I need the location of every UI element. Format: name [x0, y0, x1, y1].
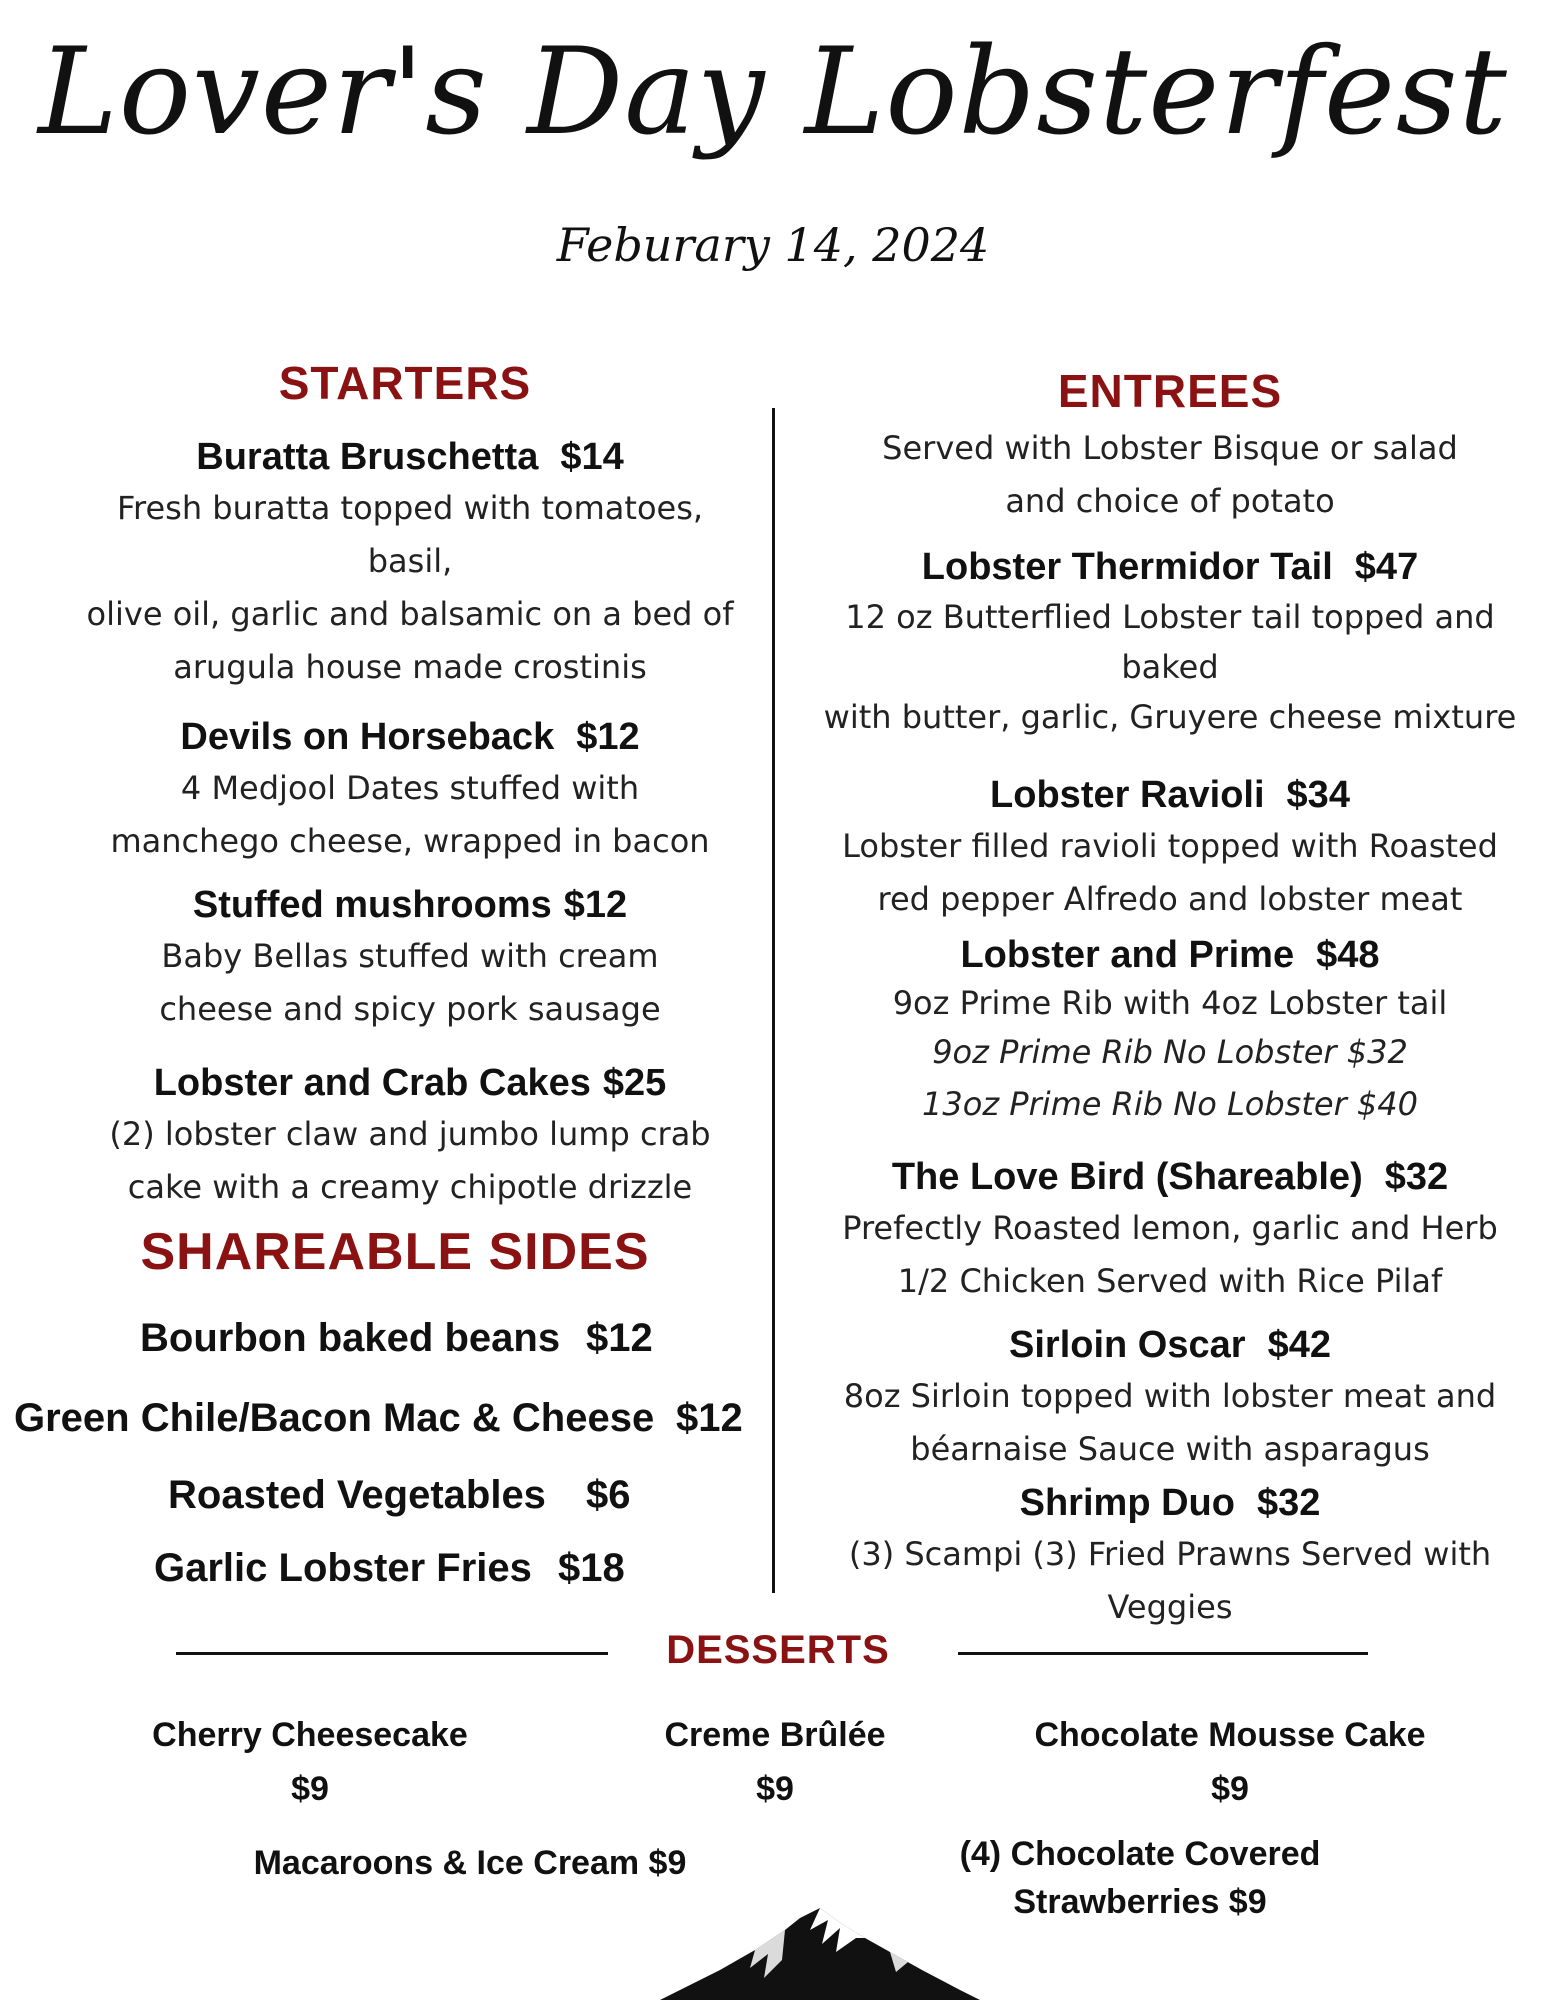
item-description: 4 Medjool Dates stuffed with — [180, 769, 640, 807]
item-price: $42 — [1267, 1324, 1331, 1366]
item-alt-option: 13oz Prime Rib No Lobster $40 — [922, 1085, 1418, 1123]
item-description: with butter, garlic, Gruyere cheese mixture — [823, 698, 1517, 736]
entree-item — [800, 930, 1540, 1130]
item-price: $9 — [756, 1770, 794, 1808]
entree-item — [800, 1478, 1540, 1634]
entree-item — [800, 770, 1540, 926]
item-price: $12 — [576, 716, 640, 758]
entree-item — [800, 1320, 1540, 1476]
item-description: Lobster filled ravioli topped with Roasted — [842, 827, 1498, 865]
side-item — [14, 1393, 654, 1443]
entree-item — [800, 1152, 1540, 1308]
side-item — [140, 1313, 560, 1363]
item-description: Baby Bellas stuffed with cream — [161, 937, 659, 975]
item-description: béarnaise Sauce with asparagus — [910, 1430, 1430, 1468]
item-description: Fresh buratta topped with tomatoes, basil, — [116, 489, 704, 580]
item-name: Sirloin Oscar — [1009, 1324, 1246, 1366]
item-description: 9oz Prime Rib with 4oz Lobster tail — [892, 984, 1448, 1022]
side-item — [154, 1543, 532, 1593]
item-price: $34 — [1286, 774, 1350, 816]
item-name: Garlic Lobster Fries — [154, 1546, 532, 1590]
entree-item — [800, 542, 1540, 742]
side-item — [168, 1470, 546, 1520]
dessert-item — [1010, 1708, 1450, 1816]
item-price: $25 — [602, 1062, 667, 1104]
item-name: Creme Brûlée — [664, 1716, 886, 1754]
starter-item — [70, 432, 750, 694]
item-name: Shrimp Duo — [1019, 1482, 1235, 1524]
item-description: 1/2 Chicken Served with Rice Pilaf — [897, 1262, 1443, 1300]
starter-item — [70, 880, 750, 1036]
item-description: 12 oz Butterflied Lobster tail topped and baked — [845, 598, 1495, 686]
menu-title: Lover's Day Lobsterfest — [38, 23, 1508, 162]
item-name: Lobster Thermidor Tail — [921, 546, 1333, 588]
item-description: manchego cheese, wrapped in bacon — [110, 822, 710, 860]
item-name: Bourbon baked beans — [140, 1316, 561, 1360]
dessert-item — [120, 1708, 500, 1816]
item-name: Strawberries $9 — [1013, 1883, 1267, 1921]
starter-item — [70, 712, 750, 868]
entrees-note: and choice of potato — [1005, 482, 1335, 520]
item-price: $12 — [563, 884, 628, 926]
item-price: $12 — [586, 1316, 653, 1360]
dessert-item — [920, 1830, 1360, 1926]
starter-item — [70, 1058, 750, 1214]
item-description: cheese and spicy pork sausage — [159, 990, 661, 1028]
menu-date: Feburary 14, 2024 — [556, 218, 990, 272]
item-price: $12 — [676, 1396, 743, 1440]
item-price: $14 — [560, 436, 624, 478]
item-alt-option: 9oz Prime Rib No Lobster $32 — [932, 1033, 1408, 1071]
entrees-note: Served with Lobster Bisque or salad — [882, 429, 1458, 467]
item-price: $18 — [558, 1546, 625, 1590]
item-price: $6 — [586, 1473, 631, 1517]
item-name: Stuffed mushrooms — [192, 884, 552, 926]
item-name: The Love Bird (Shareable) — [891, 1156, 1363, 1198]
item-description: 8oz Sirloin topped with lobster meat and — [843, 1377, 1497, 1415]
item-price: $47 — [1354, 546, 1419, 588]
column-divider — [772, 408, 775, 1593]
item-price: $32 — [1384, 1156, 1449, 1198]
item-name: (4) Chocolate Covered — [959, 1835, 1321, 1873]
item-description: arugula house made crostinis — [173, 648, 647, 686]
entrees-heading: ENTREES — [1057, 365, 1283, 417]
dessert-item — [620, 1708, 930, 1816]
desserts-rule-left — [176, 1652, 608, 1655]
item-price: $9 — [291, 1770, 329, 1808]
desserts-rule-right — [958, 1652, 1368, 1655]
item-name: Roasted Vegetables — [168, 1473, 546, 1517]
item-name: Lobster Ravioli — [990, 774, 1265, 816]
item-name: Macaroons & Ice Cream $9 — [253, 1844, 687, 1882]
item-description: red pepper Alfredo and lobster meat — [877, 880, 1463, 918]
starters-heading: STARTERS — [278, 357, 532, 409]
item-price: $32 — [1256, 1482, 1321, 1524]
item-name: Buratta Bruschetta — [196, 436, 539, 478]
item-name: Cherry Cheesecake — [152, 1716, 468, 1754]
dessert-item — [200, 1836, 740, 1890]
mountain-icon — [660, 1908, 980, 2000]
item-description: Prefectly Roasted lemon, garlic and Herb — [842, 1209, 1498, 1247]
item-name: Green Chile/Bacon Mac & Cheese — [14, 1396, 655, 1440]
starters-section — [70, 432, 750, 1214]
item-description: olive oil, garlic and balsamic on a bed of — [86, 595, 734, 633]
item-name: Lobster and Crab Cakes — [153, 1062, 591, 1104]
item-name: Devils on Horseback — [180, 716, 555, 758]
sides-heading: SHAREABLE SIDES — [140, 1223, 650, 1281]
item-description: (3) Scampi (3) Fried Prawns Served with — [848, 1535, 1492, 1573]
desserts-heading: DESSERTS — [666, 1628, 890, 1672]
item-description: cake with a creamy chipotle drizzle — [127, 1168, 693, 1206]
item-description: (2) lobster claw and jumbo lump crab — [109, 1115, 711, 1153]
item-price: $9 — [1211, 1770, 1249, 1808]
item-description: Veggies — [1107, 1588, 1233, 1626]
item-price: $48 — [1316, 934, 1380, 976]
item-name: Lobster and Prime — [960, 934, 1295, 976]
entrees-section — [800, 422, 1540, 1634]
item-name: Chocolate Mousse Cake — [1034, 1716, 1426, 1754]
